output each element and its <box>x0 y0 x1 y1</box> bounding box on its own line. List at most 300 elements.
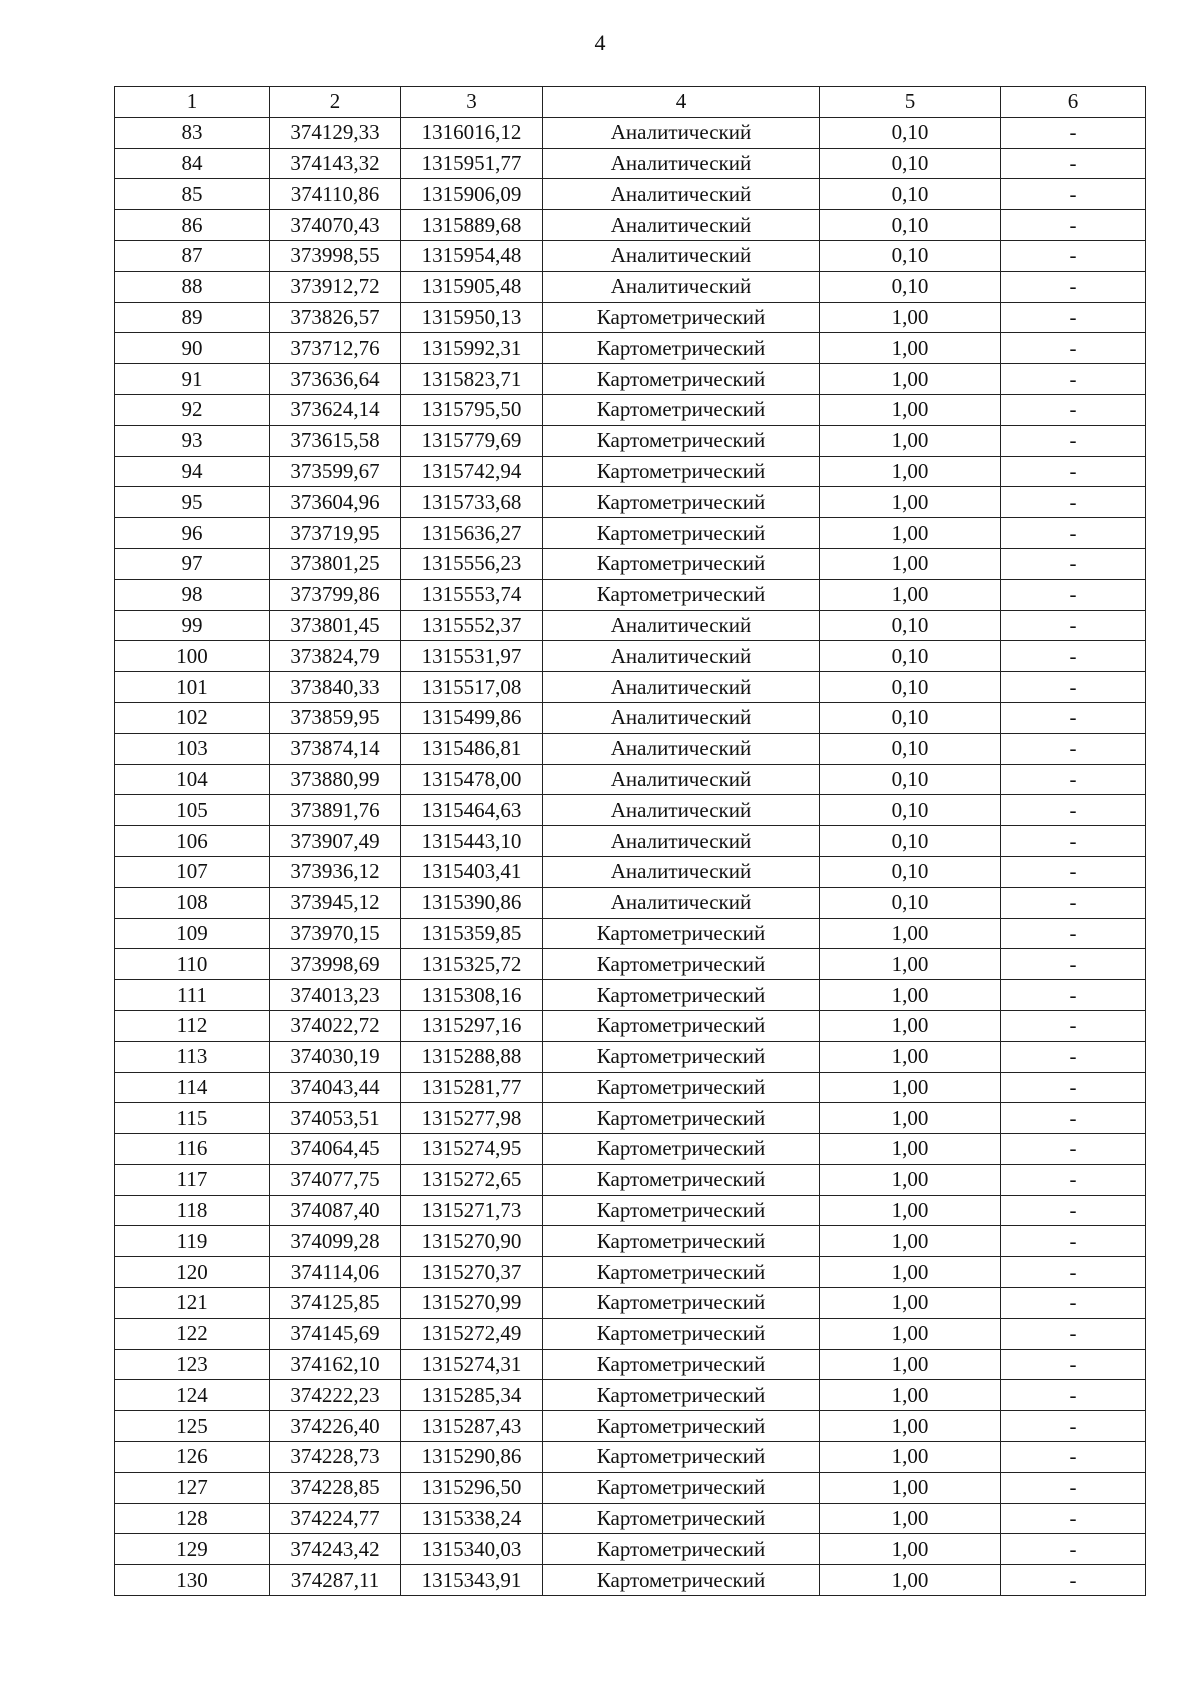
accuracy-cell: 1,00 <box>820 1288 1001 1319</box>
y-coordinate-cell: 1315636,27 <box>401 518 543 549</box>
note-cell: - <box>1001 1288 1146 1319</box>
accuracy-cell: 1,00 <box>820 1318 1001 1349</box>
accuracy-cell: 1,00 <box>820 548 1001 579</box>
point-number-cell: 91 <box>115 364 270 395</box>
table-row <box>115 764 1146 795</box>
point-number-cell: 130 <box>115 1565 270 1596</box>
y-coordinate-cell: 1315297,16 <box>401 1010 543 1041</box>
method-cell: Картометрический <box>543 1472 820 1503</box>
y-coordinate-cell: 1315478,00 <box>401 764 543 795</box>
table-row <box>115 1072 1146 1103</box>
y-coordinate-cell: 1316016,12 <box>401 117 543 148</box>
table-body <box>115 117 1146 1595</box>
accuracy-cell: 1,00 <box>820 1349 1001 1380</box>
table-row <box>115 1134 1146 1165</box>
accuracy-cell: 1,00 <box>820 1226 1001 1257</box>
table-row <box>115 1565 1146 1596</box>
y-coordinate-cell: 1315464,63 <box>401 795 543 826</box>
method-cell: Картометрический <box>543 456 820 487</box>
method-cell: Аналитический <box>543 179 820 210</box>
note-cell: - <box>1001 1226 1146 1257</box>
table-row <box>115 1257 1146 1288</box>
table-row <box>115 702 1146 733</box>
x-coordinate-cell: 373907,49 <box>270 826 401 857</box>
accuracy-cell: 1,00 <box>820 1411 1001 1442</box>
method-cell: Картометрический <box>543 1103 820 1134</box>
note-cell: - <box>1001 856 1146 887</box>
y-coordinate-cell: 1315274,31 <box>401 1349 543 1380</box>
point-number-cell: 97 <box>115 548 270 579</box>
point-number-cell: 113 <box>115 1041 270 1072</box>
x-coordinate-cell: 374110,86 <box>270 179 401 210</box>
y-coordinate-cell: 1315325,72 <box>401 949 543 980</box>
x-coordinate-cell: 373599,67 <box>270 456 401 487</box>
method-cell: Картометрический <box>543 1565 820 1596</box>
note-cell: - <box>1001 1010 1146 1041</box>
point-number-cell: 115 <box>115 1103 270 1134</box>
point-number-cell: 110 <box>115 949 270 980</box>
method-cell: Аналитический <box>543 795 820 826</box>
point-number-cell: 102 <box>115 702 270 733</box>
table-row <box>115 1349 1146 1380</box>
x-coordinate-cell: 374228,85 <box>270 1472 401 1503</box>
note-cell: - <box>1001 1565 1146 1596</box>
note-cell: - <box>1001 1534 1146 1565</box>
accuracy-cell: 0,10 <box>820 733 1001 764</box>
x-coordinate-cell: 374243,42 <box>270 1534 401 1565</box>
x-coordinate-cell: 373874,14 <box>270 733 401 764</box>
column-header-1: 1 <box>115 87 270 118</box>
accuracy-cell: 1,00 <box>820 1041 1001 1072</box>
x-coordinate-cell: 374222,23 <box>270 1380 401 1411</box>
table-row <box>115 1226 1146 1257</box>
point-number-cell: 94 <box>115 456 270 487</box>
note-cell: - <box>1001 1318 1146 1349</box>
point-number-cell: 93 <box>115 425 270 456</box>
method-cell: Аналитический <box>543 702 820 733</box>
accuracy-cell: 1,00 <box>820 487 1001 518</box>
y-coordinate-cell: 1315553,74 <box>401 579 543 610</box>
x-coordinate-cell: 374064,45 <box>270 1134 401 1165</box>
column-header-4: 4 <box>543 87 820 118</box>
x-coordinate-cell: 373912,72 <box>270 271 401 302</box>
y-coordinate-cell: 1315823,71 <box>401 364 543 395</box>
method-cell: Картометрический <box>543 302 820 333</box>
table-row <box>115 1503 1146 1534</box>
point-number-cell: 87 <box>115 240 270 271</box>
y-coordinate-cell: 1315733,68 <box>401 487 543 518</box>
x-coordinate-cell: 374077,75 <box>270 1164 401 1195</box>
table-row <box>115 795 1146 826</box>
table-row <box>115 1318 1146 1349</box>
point-number-cell: 120 <box>115 1257 270 1288</box>
x-coordinate-cell: 374070,43 <box>270 210 401 241</box>
note-cell: - <box>1001 1380 1146 1411</box>
method-cell: Картометрический <box>543 918 820 949</box>
method-cell: Аналитический <box>543 117 820 148</box>
method-cell: Картометрический <box>543 1503 820 1534</box>
point-number-cell: 112 <box>115 1010 270 1041</box>
y-coordinate-cell: 1315308,16 <box>401 980 543 1011</box>
y-coordinate-cell: 1315270,99 <box>401 1288 543 1319</box>
x-coordinate-cell: 373615,58 <box>270 425 401 456</box>
method-cell: Картометрический <box>543 1226 820 1257</box>
x-coordinate-cell: 374114,06 <box>270 1257 401 1288</box>
column-header-3: 3 <box>401 87 543 118</box>
table-row <box>115 733 1146 764</box>
accuracy-cell: 0,10 <box>820 240 1001 271</box>
table-row <box>115 1472 1146 1503</box>
x-coordinate-cell: 373891,76 <box>270 795 401 826</box>
table-row <box>115 887 1146 918</box>
y-coordinate-cell: 1315296,50 <box>401 1472 543 1503</box>
method-cell: Аналитический <box>543 826 820 857</box>
y-coordinate-cell: 1315285,34 <box>401 1380 543 1411</box>
x-coordinate-cell: 374129,33 <box>270 117 401 148</box>
note-cell: - <box>1001 1257 1146 1288</box>
y-coordinate-cell: 1315951,77 <box>401 148 543 179</box>
note-cell: - <box>1001 425 1146 456</box>
point-number-cell: 126 <box>115 1442 270 1473</box>
accuracy-cell: 1,00 <box>820 1195 1001 1226</box>
x-coordinate-cell: 374287,11 <box>270 1565 401 1596</box>
point-number-cell: 122 <box>115 1318 270 1349</box>
accuracy-cell: 0,10 <box>820 148 1001 179</box>
table-row <box>115 1442 1146 1473</box>
accuracy-cell: 1,00 <box>820 425 1001 456</box>
table-row <box>115 1041 1146 1072</box>
note-cell: - <box>1001 1411 1146 1442</box>
table-row <box>115 456 1146 487</box>
table-row <box>115 333 1146 364</box>
note-cell: - <box>1001 733 1146 764</box>
point-number-cell: 86 <box>115 210 270 241</box>
x-coordinate-cell: 374099,28 <box>270 1226 401 1257</box>
accuracy-cell: 0,10 <box>820 210 1001 241</box>
note-cell: - <box>1001 672 1146 703</box>
note-cell: - <box>1001 826 1146 857</box>
note-cell: - <box>1001 271 1146 302</box>
note-cell: - <box>1001 148 1146 179</box>
point-number-cell: 85 <box>115 179 270 210</box>
table-row <box>115 949 1146 980</box>
y-coordinate-cell: 1315340,03 <box>401 1534 543 1565</box>
note-cell: - <box>1001 918 1146 949</box>
note-cell: - <box>1001 179 1146 210</box>
point-number-cell: 105 <box>115 795 270 826</box>
y-coordinate-cell: 1315905,48 <box>401 271 543 302</box>
method-cell: Картометрический <box>543 518 820 549</box>
note-cell: - <box>1001 487 1146 518</box>
note-cell: - <box>1001 887 1146 918</box>
x-coordinate-cell: 373998,55 <box>270 240 401 271</box>
method-cell: Картометрический <box>543 364 820 395</box>
x-coordinate-cell: 373840,33 <box>270 672 401 703</box>
y-coordinate-cell: 1315742,94 <box>401 456 543 487</box>
table-row <box>115 394 1146 425</box>
table-row <box>115 271 1146 302</box>
method-cell: Картометрический <box>543 1041 820 1072</box>
x-coordinate-cell: 373945,12 <box>270 887 401 918</box>
accuracy-cell: 0,10 <box>820 672 1001 703</box>
x-coordinate-cell: 374022,72 <box>270 1010 401 1041</box>
point-number-cell: 106 <box>115 826 270 857</box>
y-coordinate-cell: 1315338,24 <box>401 1503 543 1534</box>
method-cell: Аналитический <box>543 672 820 703</box>
note-cell: - <box>1001 1041 1146 1072</box>
accuracy-cell: 1,00 <box>820 949 1001 980</box>
note-cell: - <box>1001 1164 1146 1195</box>
accuracy-cell: 0,10 <box>820 641 1001 672</box>
note-cell: - <box>1001 117 1146 148</box>
method-cell: Аналитический <box>543 764 820 795</box>
x-coordinate-cell: 374087,40 <box>270 1195 401 1226</box>
accuracy-cell: 1,00 <box>820 518 1001 549</box>
method-cell: Картометрический <box>543 1534 820 1565</box>
accuracy-cell: 1,00 <box>820 918 1001 949</box>
accuracy-cell: 1,00 <box>820 1103 1001 1134</box>
method-cell: Аналитический <box>543 856 820 887</box>
point-number-cell: 103 <box>115 733 270 764</box>
y-coordinate-cell: 1315288,88 <box>401 1041 543 1072</box>
accuracy-cell: 0,10 <box>820 117 1001 148</box>
point-number-cell: 107 <box>115 856 270 887</box>
accuracy-cell: 0,10 <box>820 271 1001 302</box>
method-cell: Картометрический <box>543 548 820 579</box>
table-row <box>115 1164 1146 1195</box>
y-coordinate-cell: 1315270,37 <box>401 1257 543 1288</box>
x-coordinate-cell: 373801,25 <box>270 548 401 579</box>
accuracy-cell: 1,00 <box>820 1503 1001 1534</box>
point-number-cell: 124 <box>115 1380 270 1411</box>
x-coordinate-cell: 373936,12 <box>270 856 401 887</box>
point-number-cell: 116 <box>115 1134 270 1165</box>
y-coordinate-cell: 1315779,69 <box>401 425 543 456</box>
table-row <box>115 980 1146 1011</box>
table-row <box>115 1380 1146 1411</box>
x-coordinate-cell: 373801,45 <box>270 610 401 641</box>
table-row <box>115 856 1146 887</box>
x-coordinate-cell: 373604,96 <box>270 487 401 518</box>
point-number-cell: 96 <box>115 518 270 549</box>
table-row <box>115 918 1146 949</box>
y-coordinate-cell: 1315552,37 <box>401 610 543 641</box>
method-cell: Аналитический <box>543 641 820 672</box>
x-coordinate-cell: 374228,73 <box>270 1442 401 1473</box>
y-coordinate-cell: 1315443,10 <box>401 826 543 857</box>
table-row <box>115 826 1146 857</box>
table-row <box>115 425 1146 456</box>
x-coordinate-cell: 373712,76 <box>270 333 401 364</box>
x-coordinate-cell: 374224,77 <box>270 1503 401 1534</box>
accuracy-cell: 0,10 <box>820 702 1001 733</box>
note-cell: - <box>1001 949 1146 980</box>
x-coordinate-cell: 373826,57 <box>270 302 401 333</box>
y-coordinate-cell: 1315954,48 <box>401 240 543 271</box>
method-cell: Аналитический <box>543 148 820 179</box>
table-row <box>115 672 1146 703</box>
table-row <box>115 610 1146 641</box>
accuracy-cell: 1,00 <box>820 579 1001 610</box>
method-cell: Аналитический <box>543 210 820 241</box>
table-row <box>115 117 1146 148</box>
point-number-cell: 125 <box>115 1411 270 1442</box>
y-coordinate-cell: 1315270,90 <box>401 1226 543 1257</box>
method-cell: Аналитический <box>543 610 820 641</box>
accuracy-cell: 1,00 <box>820 1442 1001 1473</box>
point-number-cell: 101 <box>115 672 270 703</box>
point-number-cell: 90 <box>115 333 270 364</box>
note-cell: - <box>1001 764 1146 795</box>
point-number-cell: 95 <box>115 487 270 518</box>
accuracy-cell: 0,10 <box>820 826 1001 857</box>
point-number-cell: 99 <box>115 610 270 641</box>
table-row <box>115 1103 1146 1134</box>
x-coordinate-cell: 373998,69 <box>270 949 401 980</box>
note-cell: - <box>1001 980 1146 1011</box>
note-cell: - <box>1001 394 1146 425</box>
note-cell: - <box>1001 1195 1146 1226</box>
point-number-cell: 83 <box>115 117 270 148</box>
table-row <box>115 1534 1146 1565</box>
y-coordinate-cell: 1315281,77 <box>401 1072 543 1103</box>
point-number-cell: 119 <box>115 1226 270 1257</box>
point-number-cell: 84 <box>115 148 270 179</box>
point-number-cell: 98 <box>115 579 270 610</box>
y-coordinate-cell: 1315290,86 <box>401 1442 543 1473</box>
accuracy-cell: 1,00 <box>820 1164 1001 1195</box>
y-coordinate-cell: 1315992,31 <box>401 333 543 364</box>
accuracy-cell: 1,00 <box>820 1380 1001 1411</box>
accuracy-cell: 0,10 <box>820 887 1001 918</box>
table-row <box>115 641 1146 672</box>
accuracy-cell: 0,10 <box>820 856 1001 887</box>
table-row <box>115 579 1146 610</box>
x-coordinate-cell: 374053,51 <box>270 1103 401 1134</box>
page-number: 4 <box>594 30 606 55</box>
accuracy-cell: 1,00 <box>820 1134 1001 1165</box>
table-row <box>115 487 1146 518</box>
coordinates-table-container <box>114 86 1145 1596</box>
point-number-cell: 111 <box>115 980 270 1011</box>
table-row <box>115 1288 1146 1319</box>
accuracy-cell: 1,00 <box>820 302 1001 333</box>
accuracy-cell: 1,00 <box>820 1534 1001 1565</box>
y-coordinate-cell: 1315403,41 <box>401 856 543 887</box>
method-cell: Аналитический <box>543 240 820 271</box>
method-cell: Картометрический <box>543 1288 820 1319</box>
x-coordinate-cell: 374030,19 <box>270 1041 401 1072</box>
point-number-cell: 89 <box>115 302 270 333</box>
column-header-5: 5 <box>820 87 1001 118</box>
coordinates-table <box>114 86 1146 1596</box>
method-cell: Картометрический <box>543 1411 820 1442</box>
accuracy-cell: 1,00 <box>820 1565 1001 1596</box>
y-coordinate-cell: 1315277,98 <box>401 1103 543 1134</box>
method-cell: Картометрический <box>543 333 820 364</box>
method-cell: Картометрический <box>543 579 820 610</box>
point-number-cell: 128 <box>115 1503 270 1534</box>
note-cell: - <box>1001 795 1146 826</box>
y-coordinate-cell: 1315272,49 <box>401 1318 543 1349</box>
table-row <box>115 518 1146 549</box>
point-number-cell: 127 <box>115 1472 270 1503</box>
method-cell: Картометрический <box>543 1134 820 1165</box>
y-coordinate-cell: 1315274,95 <box>401 1134 543 1165</box>
accuracy-cell: 1,00 <box>820 1010 1001 1041</box>
point-number-cell: 92 <box>115 394 270 425</box>
point-number-cell: 118 <box>115 1195 270 1226</box>
x-coordinate-cell: 373799,86 <box>270 579 401 610</box>
note-cell: - <box>1001 1349 1146 1380</box>
note-cell: - <box>1001 518 1146 549</box>
y-coordinate-cell: 1315343,91 <box>401 1565 543 1596</box>
note-cell: - <box>1001 1103 1146 1134</box>
table-row <box>115 1010 1146 1041</box>
note-cell: - <box>1001 702 1146 733</box>
y-coordinate-cell: 1315499,86 <box>401 702 543 733</box>
note-cell: - <box>1001 610 1146 641</box>
table-row <box>115 240 1146 271</box>
y-coordinate-cell: 1315556,23 <box>401 548 543 579</box>
y-coordinate-cell: 1315287,43 <box>401 1411 543 1442</box>
table-row <box>115 1411 1146 1442</box>
note-cell: - <box>1001 1442 1146 1473</box>
table-row <box>115 179 1146 210</box>
x-coordinate-cell: 373880,99 <box>270 764 401 795</box>
y-coordinate-cell: 1315486,81 <box>401 733 543 764</box>
method-cell: Картометрический <box>543 1257 820 1288</box>
x-coordinate-cell: 373859,95 <box>270 702 401 733</box>
x-coordinate-cell: 374013,23 <box>270 980 401 1011</box>
table-row <box>115 1195 1146 1226</box>
accuracy-cell: 0,10 <box>820 610 1001 641</box>
table-row <box>115 302 1146 333</box>
x-coordinate-cell: 374125,85 <box>270 1288 401 1319</box>
table-header <box>115 87 1146 118</box>
x-coordinate-cell: 373824,79 <box>270 641 401 672</box>
method-cell: Аналитический <box>543 733 820 764</box>
point-number-cell: 104 <box>115 764 270 795</box>
accuracy-cell: 0,10 <box>820 764 1001 795</box>
method-cell: Картометрический <box>543 980 820 1011</box>
method-cell: Картометрический <box>543 1010 820 1041</box>
point-number-cell: 121 <box>115 1288 270 1319</box>
accuracy-cell: 0,10 <box>820 179 1001 210</box>
point-number-cell: 108 <box>115 887 270 918</box>
y-coordinate-cell: 1315359,85 <box>401 918 543 949</box>
y-coordinate-cell: 1315517,08 <box>401 672 543 703</box>
x-coordinate-cell: 373970,15 <box>270 918 401 949</box>
point-number-cell: 123 <box>115 1349 270 1380</box>
x-coordinate-cell: 374162,10 <box>270 1349 401 1380</box>
method-cell: Картометрический <box>543 425 820 456</box>
y-coordinate-cell: 1315906,09 <box>401 179 543 210</box>
x-coordinate-cell: 374145,69 <box>270 1318 401 1349</box>
note-cell: - <box>1001 1472 1146 1503</box>
note-cell: - <box>1001 641 1146 672</box>
method-cell: Картометрический <box>543 1380 820 1411</box>
y-coordinate-cell: 1315950,13 <box>401 302 543 333</box>
note-cell: - <box>1001 302 1146 333</box>
accuracy-cell: 1,00 <box>820 1472 1001 1503</box>
point-number-cell: 114 <box>115 1072 270 1103</box>
method-cell: Картометрический <box>543 1442 820 1473</box>
y-coordinate-cell: 1315531,97 <box>401 641 543 672</box>
note-cell: - <box>1001 456 1146 487</box>
x-coordinate-cell: 373636,64 <box>270 364 401 395</box>
method-cell: Аналитический <box>543 887 820 918</box>
